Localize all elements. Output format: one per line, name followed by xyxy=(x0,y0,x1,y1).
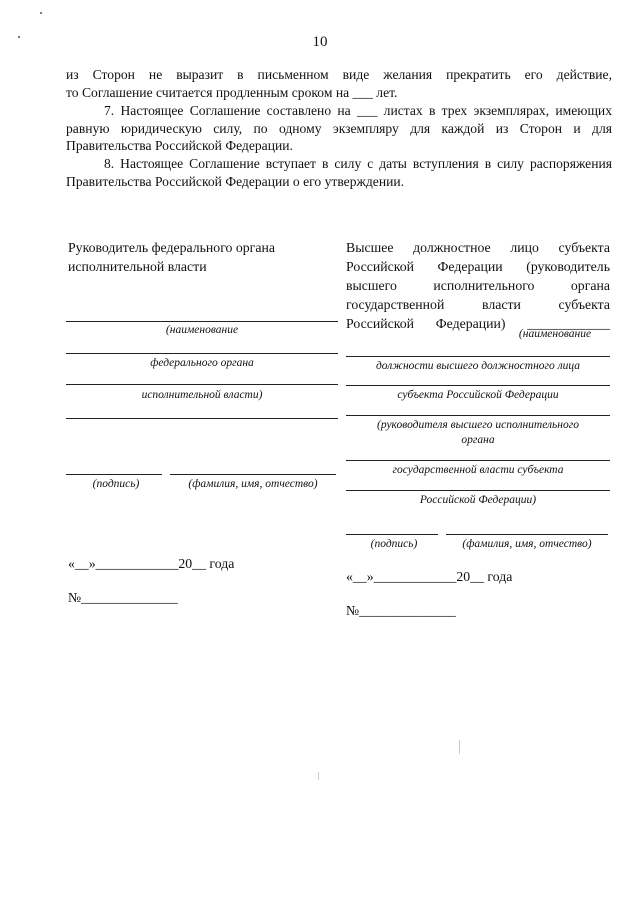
right-signature-line xyxy=(346,534,438,535)
right-date-field: «__»____________20__ года xyxy=(346,569,513,584)
right-name-line-2 xyxy=(346,385,610,386)
left-heading-line-1: Руководитель федерального органа xyxy=(68,240,275,255)
scan-speck xyxy=(40,12,42,14)
right-heading-line-1: Высшее должностное лицо субъекта xyxy=(346,240,610,255)
right-number-field: №______________ xyxy=(346,603,456,618)
right-signatory-heading xyxy=(346,238,610,333)
paragraph-8: 8. Настоящее Соглашение вступает в силу с даты вступления в силу распоряжения Правительства Российской Федерации о его утверждении. xyxy=(66,156,612,189)
right-caption-state-power: государственной власти субъекта xyxy=(392,464,564,476)
right-name-line-3 xyxy=(346,415,610,416)
right-full-name-caption: (фамилия, имя, отчество) xyxy=(462,538,592,550)
paragraph-6-continuation xyxy=(66,66,612,101)
left-signatory-heading xyxy=(68,238,338,276)
paragraph-7: 7. Настоящее Соглашение составлено на ___ листах в трех экземплярах, имеющих равную юридическую силу, по одному экземпляру для каждой из Сторон и для Правительства Российской Федерации. xyxy=(66,103,612,153)
right-heading-line-4: государственной власти субъекта xyxy=(346,297,610,312)
right-heading-line-5: Российской Федерации) ____________ xyxy=(346,316,610,331)
right-signature-caption: (подпись) xyxy=(370,538,418,550)
left-number-field: №______________ xyxy=(68,590,178,605)
scan-artifact xyxy=(318,772,319,780)
left-caption-agency: федерального органа xyxy=(150,357,254,369)
right-name-line-4 xyxy=(346,460,610,461)
left-full-name-line xyxy=(170,474,336,475)
page-number: 10 xyxy=(312,34,328,50)
right-heading-line-2: Российской Федерации (руководитель xyxy=(346,259,610,274)
left-signature-caption: (подпись) xyxy=(92,478,140,490)
left-full-name-caption: (фамилия, имя, отчество) xyxy=(188,478,318,490)
right-heading-line-3: высшего исполнительного органа xyxy=(346,278,610,293)
right-caption-name: (наименование xyxy=(518,328,592,340)
left-name-line-3 xyxy=(66,384,338,385)
right-caption-position: должности высшего должностного лица xyxy=(375,360,581,372)
left-date-field: «__»____________20__ года xyxy=(68,556,235,571)
right-caption-federation: Российской Федерации) xyxy=(419,494,537,506)
left-name-line-1 xyxy=(66,321,338,322)
left-name-line-4 xyxy=(66,418,338,419)
left-heading-line-2: исполнительной власти xyxy=(68,259,207,274)
paragraph-6-line-1: из Сторон не выразит в письменном виде желания прекратить его действие, xyxy=(66,67,612,82)
right-name-line-1 xyxy=(346,356,610,357)
right-name-line-5 xyxy=(346,490,610,491)
left-caption-name: (наименование xyxy=(165,324,239,336)
paragraph-6-line-2: то Соглашение считается продленным сроком на ___ лет. xyxy=(66,84,398,100)
left-signature-line xyxy=(66,474,162,475)
scan-artifact xyxy=(459,740,460,754)
right-caption-head-line-2: органа xyxy=(461,434,495,446)
left-name-line-2 xyxy=(66,353,338,354)
right-full-name-line xyxy=(446,534,608,535)
right-caption-subject: субъекта Российской Федерации xyxy=(397,389,559,401)
left-caption-authority: исполнительной власти) xyxy=(141,389,263,401)
right-caption-head-line-1: (руководителя высшего исполнительного xyxy=(377,419,579,431)
